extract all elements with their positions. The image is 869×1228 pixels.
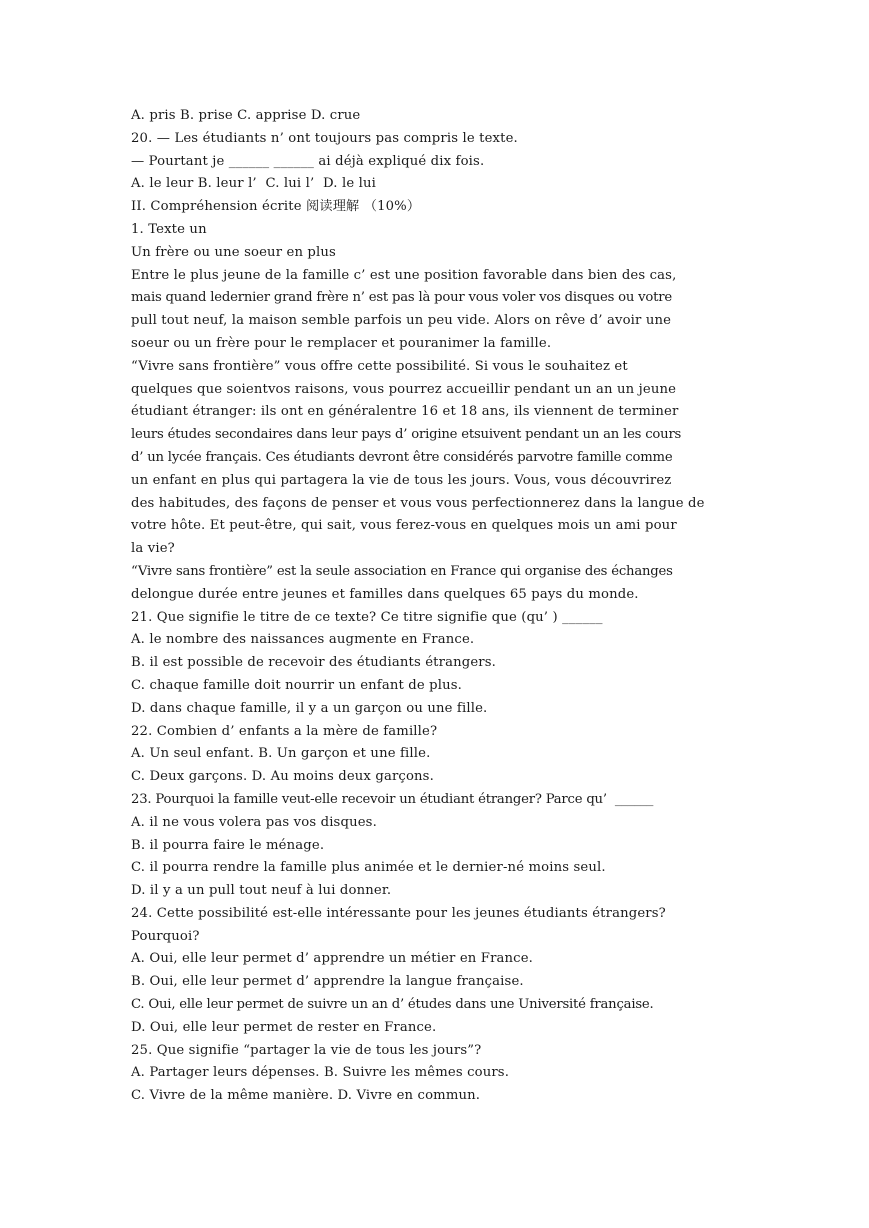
passage-line: “Vivre sans frontière” vous offre cette possibilité. Si vous le souhaitez et	[131, 358, 628, 374]
passage-line: d’ un lycée français. Ces étudiants devront être considérés parvotre famille comme	[131, 449, 673, 465]
section-heading: II. Compréhension écrite 阅读理解 （10%）	[131, 199, 421, 215]
question-21: 21. Que signifie le titre de ce texte? Ce titre signifie que (qu’ ) ______	[131, 609, 603, 625]
option-24-b: B. Oui, elle leur permet d’ apprendre la langue française.	[131, 974, 524, 990]
answer-options-20: A. le leur B. leur l’ C. lui l’ D. le lui	[131, 176, 377, 192]
option-21-c: C. chaque famille doit nourrir un enfant de plus.	[131, 677, 463, 693]
passage-line: quelques que soientvos raisons, vous pourrez accueillir pendant un an un jeune	[131, 381, 677, 397]
question-24-line-2: Pourquoi?	[131, 928, 200, 944]
question-24-line-1: 24. Cette possibilité est-elle intéressante pour les jeunes étudiants étrangers?	[131, 905, 666, 921]
option-21-b: B. il est possible de recevoir des étudiants étrangers.	[131, 655, 496, 671]
options-22-ab: A. Un seul enfant. B. Un garçon et une fille.	[131, 746, 431, 762]
question-22: 22. Combien d’ enfants a la mère de famille?	[131, 723, 438, 739]
passage-line: Entre le plus jeune de la famille c’ est une position favorable dans bien des cas,	[131, 267, 677, 283]
passage-line: delongue durée entre jeunes et familles dans quelques 65 pays du monde.	[131, 586, 639, 602]
option-24-c: C. Oui, elle leur permet de suivre un an d’ études dans une Université française.	[131, 997, 654, 1013]
question-23: 23. Pourquoi la famille veut-elle recevoir un étudiant étranger? Parce qu’ ______	[131, 791, 654, 807]
passage-line: la vie?	[131, 541, 175, 557]
question-25: 25. Que signifie “partager la vie de tous les jours”?	[131, 1042, 482, 1058]
document-body	[131, 105, 741, 1108]
text-title: Un frère ou une soeur en plus	[131, 244, 336, 260]
passage-line: étudiant étranger: ils ont en généralentre 16 et 18 ans, ils viennent de terminer	[131, 404, 679, 420]
option-24-a: A. Oui, elle leur permet d’ apprendre un métier en France.	[131, 951, 534, 967]
option-23-d: D. il y a un pull tout neuf à lui donner.	[131, 883, 392, 899]
question-20-line-1: 20. — Les étudiants n’ ont toujours pas compris le texte.	[131, 130, 518, 146]
option-23-c: C. il pourra rendre la famille plus animée et le dernier-né moins seul.	[131, 860, 606, 876]
passage-line: un enfant en plus qui partagera la vie de tous les jours. Vous, vous découvrirez	[131, 472, 672, 488]
text-number: 1. Texte un	[131, 221, 207, 237]
passage-line: leurs études secondaires dans leur pays d’ origine etsuivent pendant un an les cours	[131, 427, 682, 443]
answer-options-19: A. pris B. prise C. apprise D. crue	[131, 108, 361, 123]
option-24-d: D. Oui, elle leur permet de rester en France.	[131, 1019, 437, 1035]
options-25-ab: A. Partager leurs dépenses. B. Suivre les mêmes cours.	[131, 1065, 510, 1081]
passage-line: soeur ou un frère pour le remplacer et pouranimer la famille.	[131, 335, 552, 351]
passage-line: “Vivre sans frontière” est la seule association en France qui organise des échanges	[131, 563, 673, 579]
passage-line: votre hôte. Et peut-être, qui sait, vous ferez-vous en quelques mois un ami pour	[131, 518, 677, 534]
options-25-cd: C. Vivre de la même manière. D. Vivre en commun.	[131, 1088, 481, 1104]
option-21-a: A. le nombre des naissances augmente en France.	[131, 632, 475, 648]
passage-line: des habitudes, des façons de penser et vous vous perfectionnerez dans la langue de	[131, 495, 705, 511]
options-22-cd: C. Deux garçons. D. Au moins deux garçons.	[131, 769, 434, 785]
option-23-b: B. il pourra faire le ménage.	[131, 837, 325, 853]
passage-line: pull tout neuf, la maison semble parfois un peu vide. Alors on rêve d’ avoir une	[131, 313, 672, 329]
question-20-line-2: — Pourtant je ______ ______ ai déjà expliqué dix fois.	[131, 153, 485, 169]
option-21-d: D. dans chaque famille, il y a un garçon ou une fille.	[131, 700, 488, 716]
passage-line: mais quand ledernier grand frère n’ est pas là pour vous voler vos disques ou votre	[131, 290, 672, 306]
option-23-a: A. il ne vous volera pas vos disques.	[131, 814, 377, 830]
